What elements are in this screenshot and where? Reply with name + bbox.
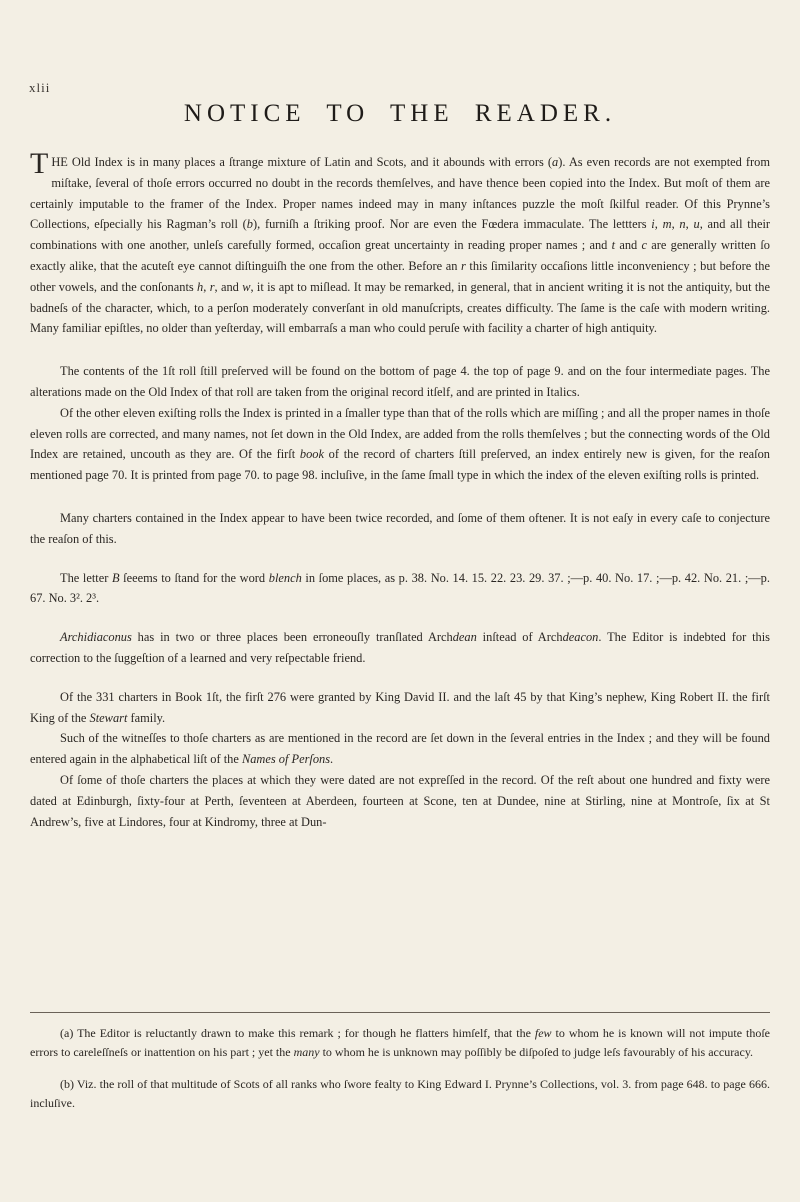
paragraph-archidiaconus: Archidiaconus has in two or three places been erroneouſly tranſlated Archdean inſtead of Archdeacon. The Editor is indebted for this correction to the ſuggeſtion of a learned and very reſpectable friend. [30, 630, 770, 665]
drop-cap: T [30, 147, 49, 180]
footnote-b: (b) Viz. the roll of that multitude of Scots of all ranks who ſwore fealty to King Edward I. Prynne’s Collections, vol. 3. from page 648. to page 666. incluſive. [30, 1077, 770, 1110]
footnotes [30, 1024, 770, 1126]
notice-body [30, 147, 771, 832]
paragraph-witnesses: Such of the witneſſes to thoſe charters as are mentioned in the record are ſet down in the ſeveral entries in the Index ; and they will be found entered again in the alphabetical liſt of the Names of Perſons. [30, 731, 770, 767]
paragraph-charters-count: Of the 331 charters in Book 1ſt, the firſt 276 were granted by King David II. and the laſt 45 by that King’s nephew, King Robert II. the firſt King of the Stewart family. [30, 689, 770, 725]
paragraph-places-dated: Of ſome of thoſe charters the places at which they were dated are not expreſſed in the record. Of the reſt about one hundred and fixty were dated at Edinburgh, ſixty-four at Perth, ſeventeen at Aberdeen, fourteen at Scone, ten at Dundee, nine at Stirling, nine at Montroſe, ſix at St Andrew’s, five at Lindores, four at Kindromy, three at Dun- [30, 772, 770, 829]
footnote-divider [30, 1012, 770, 1013]
paragraph-twice-recorded: Many charters contained in the Index appear to have been twice recorded, and ſome of them oftener. It is not eaſy in every caſe to conjecture the reaſon of this. [30, 510, 770, 546]
page-title: NOTICE TO THE READER. [183, 100, 617, 127]
paragraph-first-roll: The contents of the 1ſt roll ſtill preſerved will be found on the bottom of page 4. the top of page 9. and on the four intermediate pages. The alterations made on the Old Index of that roll are taken from the original record itſelf, and are printed in Italics. [30, 364, 770, 399]
page-number: xlii [29, 80, 51, 95]
paragraph-other-rolls: Of the other eleven exiſting rolls the Index is printed in a ſmaller type than that of the rolls which are miſſing ; and all the proper names in thoſe eleven rolls are corrected, and many names, not ſet down in the Old Index, are added from the rolls themſelves ; but the connecting words of the Old Index are retained, uncouth as they are. Of the firſt book of the record of charters ſtill preſerved, an index entirely new is given, for the reaſon mentioned page 70. It is printed from page 70. to page 98. incluſive, in the ſame ſmall type in which the index of the eleven exiſting rolls is printed. [30, 405, 770, 483]
paragraph-letter-b: The letter B ſeeems to ſtand for the word blench in ſome places, as p. 38. No. 14. 15. 22. 23. 29. 37. ;—p. 40. No. 17. ;—p. 42. No. 21. ;—p. 67. No. 3². 2³. [30, 570, 770, 606]
intro-paragraph: THE Old Index is in many places a ſtrange mixture of Latin and Scots, and it abounds with errors (a). As even records are not exempted from miſtake, ſeveral of thoſe errors occurred no doubt in the records themſelves, and have thence been copied into the Index. But moſt of them are certainly imputable to the framer of the Index. Proper names indeed may in many inſtances puzzle the moſt ſkilful reader. Of this Prynne’s Collections, eſpecially his Ragman’s roll (b), furniſh a ſtriking proof. Nor are even the Fœdera immaculate. The lettters i, m, n, u, and all their combinations with one another, unleſs carefully formed, occaſion great uncertainty in reading proper names ; and t and c are generally written ſo exactly alike, that the acuteſt eye cannot diſtinguiſh the one from the other. Before an r this ſimilarity occaſions little inconveniency ; but before the other vowels, and the conſonants h, r, and w, it is apt to miſlead. It may be remarked, in general, that in ancient writing it is not the antiquity, but the badneſs of the character, which, to a perſon moderately converſant in old manuſcripts, creates difficulty. The ſame is the caſe with modern writing. Many familiar epiſtles, no older than yeſterday, will embarraſs a man who could peruſe with facility a charter of high antiquity. [30, 147, 771, 336]
footnote-a: (a) The Editor is reluctantly drawn to make this remark ; for though he flatters himſelf, that the few to whom he is known will not impute thoſe errors to careleſſneſs or inattention on his part ; yet the many to whom he is unknown may poſſibly be diſpoſed to judge leſs favourably of his accuracy. [30, 1026, 770, 1059]
